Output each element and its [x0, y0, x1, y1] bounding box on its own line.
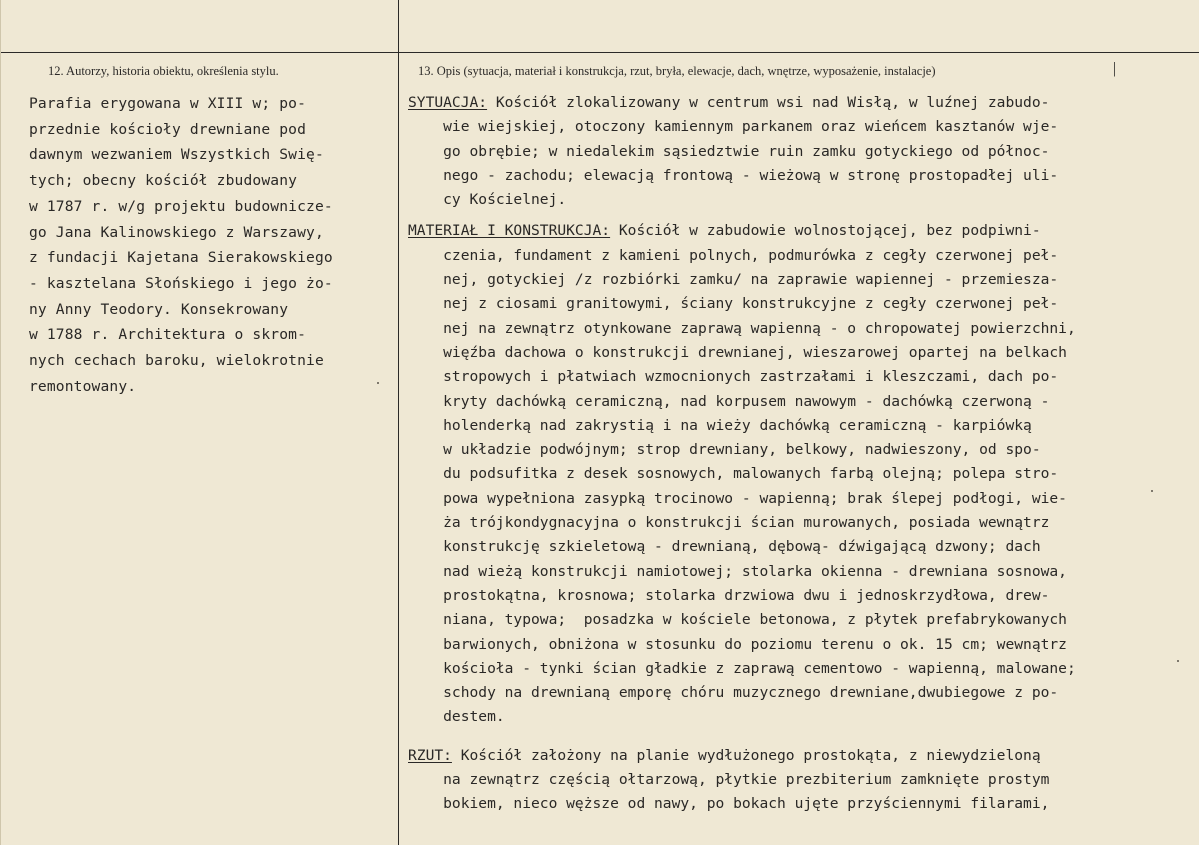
- material-line: nej, gotyckiej /z rozbiórki zamku/ na zaprawie wapiennej - przemiesza-: [408, 271, 1059, 289]
- history-line: nych cechach baroku, wielokrotnie: [29, 352, 324, 370]
- material-first-line: MATERIAŁ I KONSTRUKCJA: Kościół w zabudowie wolnostojącej, bez podpiwni-: [408, 222, 1041, 240]
- history-line: remontowany.: [29, 377, 137, 395]
- paper-speck: [1151, 490, 1153, 492]
- history-line: tych; obecny kościół zbudowany: [29, 172, 298, 190]
- rzut-first-line: RZUT: Kościół założony na planie wydłużonego prostokąta, z niewydzieloną: [408, 746, 1041, 764]
- material-line: kościoła - tynki ścian gładkie z zaprawą cementowo - wapienną, malowane;: [408, 659, 1076, 677]
- material-line: holenderką nad zakrystią i na wieży dachówką ceramiczną - karpiówką: [408, 416, 1032, 434]
- right-column-header: 13. Opis (sytuacja, materiał i konstrukcja, rzut, bryła, elewacje, dach, wnętrze, wyposażenie, instalacje): [418, 64, 936, 78]
- history-line: go Jana Kalinowskiego z Warszawy,: [29, 223, 324, 241]
- history-text: [29, 91, 389, 399]
- material-line: stropowych i płatwiach wzmocnionych zastrzałami i kleszczami, dach po-: [408, 368, 1059, 386]
- history-line: w 1788 r. Architektura o skrom-: [29, 326, 307, 344]
- material-line: prostokątna, krosnowa; stolarka drzwiowa dwu i jednoskrzydłowa, drew-: [408, 586, 1050, 604]
- history-line: dawnym wezwaniem Wszystkich Swię-: [29, 146, 324, 164]
- margin-mark: |: [1113, 60, 1117, 77]
- material-line: du podsufitka z desek sosnowych, malowanych farbą olejną; polepa stro-: [408, 465, 1059, 483]
- material-line: więźba dachowa o konstrukcji drewnianej, wieszarowej opartej na belkach: [408, 343, 1067, 361]
- material-line: nej z ciosami granitowymi, ściany konstrukcyjne z cegły czerwonej peł-: [408, 295, 1059, 313]
- history-line: przednie kościoły drewniane pod: [29, 120, 307, 138]
- left-column-header: 12. Autorzy, historia obiektu, określenia stylu.: [48, 64, 279, 78]
- sytuacja-line: go obrębie; w niedalekim sąsiedztwie ruin zamku gotyckiego od północ-: [408, 142, 1050, 160]
- sytuacja-label: SYTUACJA:: [408, 94, 488, 111]
- material-line: barwionych, obniżona w stosunku do poziomu terenu o ok. 15 cm; wewnątrz: [408, 635, 1067, 653]
- rzut-line: na zewnątrz częścią ołtarzową, płytkie prezbiterium zamknięte prostym: [408, 771, 1050, 789]
- material-label: MATERIAŁ I KONSTRUKCJA:: [408, 222, 611, 240]
- history-line: - kasztelana Słońskiego i jego żo-: [29, 274, 333, 292]
- material-line: schody na drewnianą emporę chóru muzycznego drewniane,dwubiegowe z po-: [408, 684, 1059, 702]
- rzut-line: bokiem, nieco węższe od nawy, po bokach ujęte przyściennymi filarami,: [408, 795, 1050, 813]
- column-divider: [398, 0, 399, 845]
- material-line: konstrukcję szkieletową - drewnianą, dębową- dźwigającą dzwony; dach: [408, 538, 1041, 556]
- material-line: niana, typowa; posadzka w kościele betonowa, z płytek prefabrykowanych: [408, 611, 1067, 629]
- paper-speck: [377, 382, 379, 384]
- sytuacja-first-line: SYTUACJA: Kościół zlokalizowany w centrum wsi nad Wisłą, w luźnej zabudo-: [408, 94, 1050, 111]
- history-line: z fundacji Kajetana Sierakowskiego: [29, 249, 333, 267]
- sytuacja-line: nego - zachodu; elewacją frontową - wieżową w stronę prostopadłej uli-: [408, 166, 1059, 184]
- paper-speck: [1177, 660, 1179, 662]
- material-line: powa wypełniona zasypką trocinowo - wapienną; brak ślepej podłogi, wie-: [408, 489, 1067, 507]
- description-text: [408, 91, 1193, 817]
- history-line: w 1787 r. w/g projektu budownicze-: [29, 197, 333, 215]
- sytuacja-line: wie wiejskiej, otoczony kamiennym parkanem oraz wieńcem kasztanów wje-: [408, 118, 1059, 136]
- header-divider: [1, 52, 1199, 53]
- history-line: ny Anny Teodory. Konsekrowany: [29, 300, 289, 318]
- material-line: nad wieżą konstrukcji namiotowej; stolarka okienna - drewniana sosnowa,: [408, 562, 1067, 580]
- history-line: Parafia erygowana w XIII w; po-: [29, 95, 307, 112]
- material-line: nej na zewnątrz otynkowane zaprawą wapienną - o chropowatej powierzchni,: [408, 319, 1076, 337]
- material-line: destem.: [408, 708, 505, 726]
- sytuacja-line: cy Kościelnej.: [408, 191, 567, 209]
- rzut-label: RZUT:: [408, 746, 452, 764]
- material-line: czenia, fundament z kamieni polnych, podmurówka z cegły czerwonej peł-: [408, 246, 1059, 264]
- material-line: kryty dachówką ceramiczną, nad korpusem nawowym - dachówką czerwoną -: [408, 392, 1050, 410]
- material-line: ża trójkondygnacyjna o konstrukcji ścian murowanych, posiada wewnątrz: [408, 514, 1050, 532]
- material-line: w układzie podwójnym; strop drewniany, belkowy, nadwieszony, od spo-: [408, 441, 1041, 459]
